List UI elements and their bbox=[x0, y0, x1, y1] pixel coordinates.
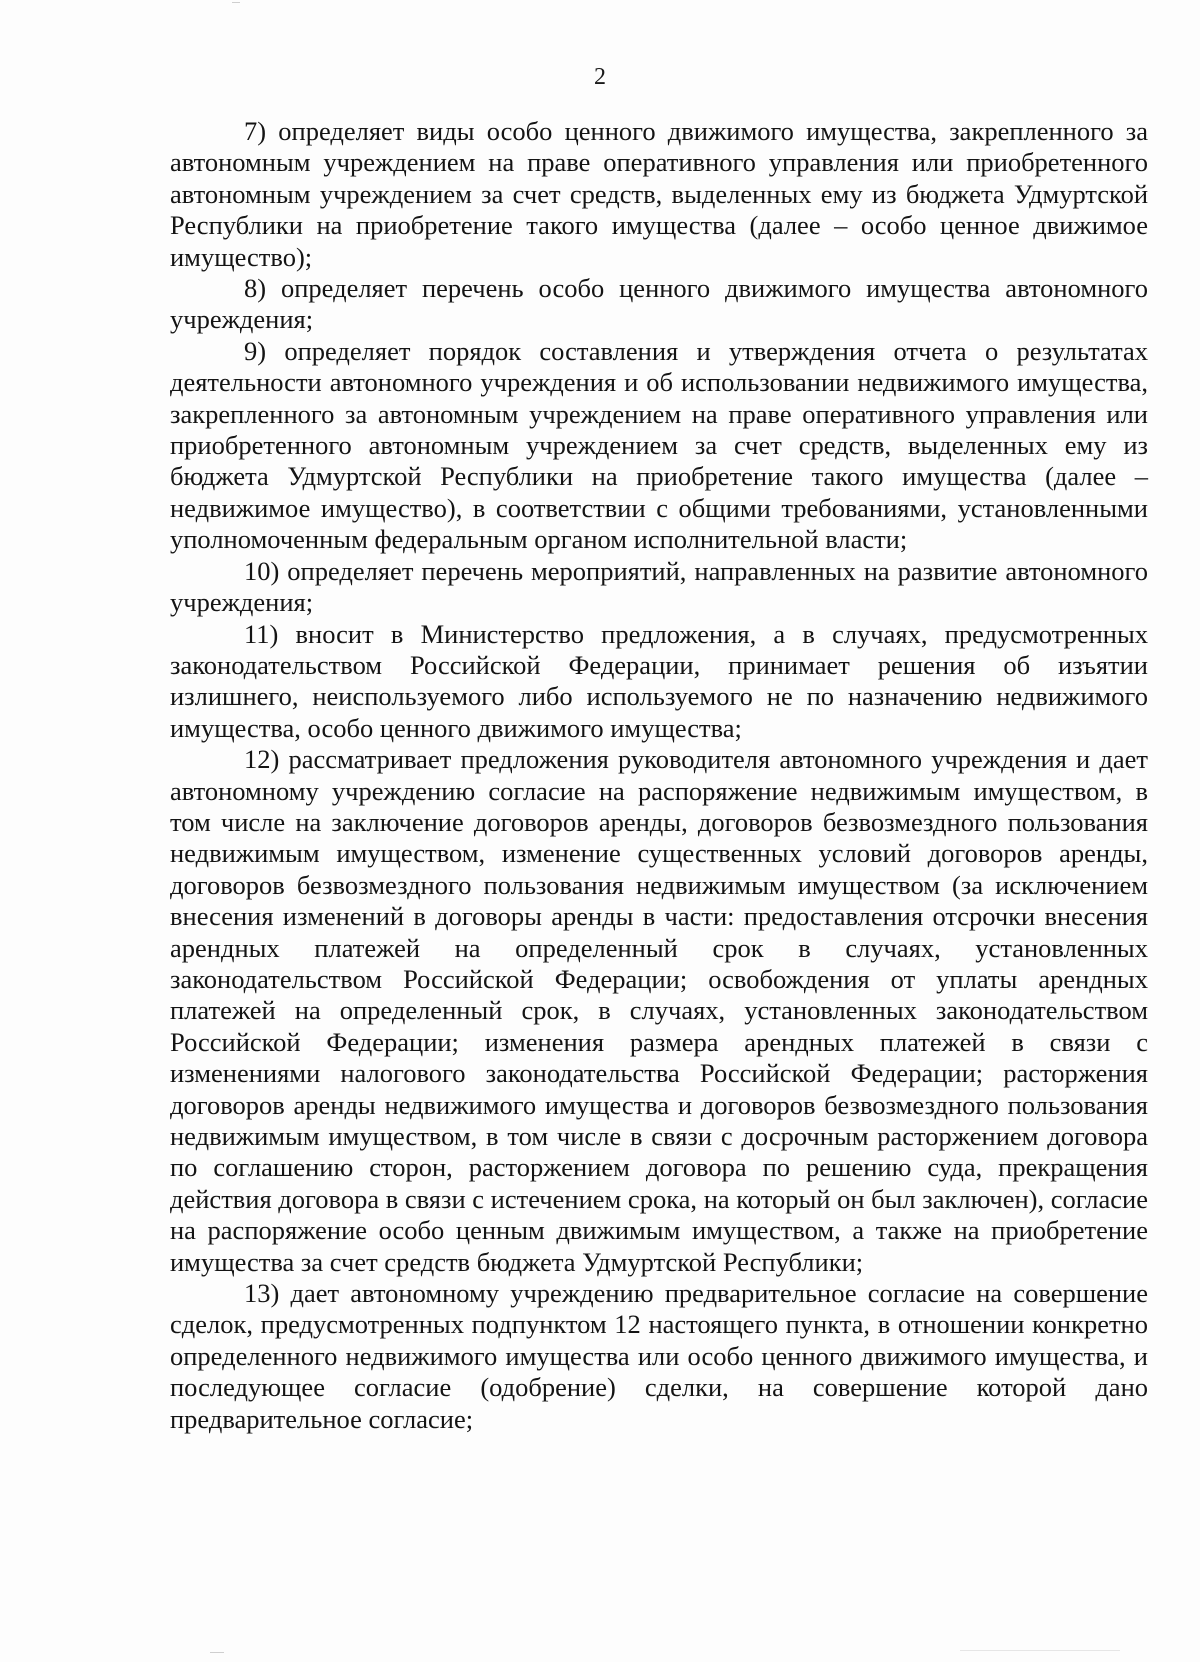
list-item-10: 10) определяет перечень мероприятий, направленных на развитие автономного учреждения; bbox=[170, 555, 1148, 618]
list-item-8: 8) определяет перечень особо ценного движимого имущества автономного учреждения; bbox=[170, 273, 1148, 335]
list-item-11: 11) вносит в Министерство предложения, а в случаях, предусмотренных законодательством Российской Федерации, принимает решения об изъятии излишнего, неиспользуемого либо используемого не по назначению недвижимого имущества, особо ценного движимого имущества; bbox=[170, 618, 1148, 743]
document-body bbox=[170, 116, 1148, 1435]
scan-artifact-bottom-right bbox=[960, 1650, 1120, 1651]
scan-artifact-bottom-left bbox=[210, 1652, 224, 1653]
page-number: 2 bbox=[594, 64, 606, 90]
scan-artifact-top bbox=[232, 2, 240, 3]
list-item-13: 13) дает автономному учреждению предварительное согласие на совершение сделок, предусмотренных подпунктом 12 настоящего пункта, в отношении конкретно определенного недвижимого имущества или особо ценного движимого имущества, и последующее согласие (одобрение) сделки, на совершение которой дано предварительное согласие; bbox=[170, 1278, 1148, 1434]
list-item-12: 12) рассматривает предложения руководителя автономного учреждения и дает автономному учреждению согласие на распоряжение недвижимым имуществом, в том числе на заключение договоров аренды, договоров безвозмездного пользования недвижимым имуществом, изменение существенных условий договоров аренды, договоров безвозмездного пользования недвижимым имуществом (за исключением внесения изменений в договоры аренды в части: предоставления отсрочки внесения арендных платежей на определенный срок в случаях, установленных законодательством Российской Федерации; освобождения от уплаты арендных платежей на определенный срок, в случаях, установленных законодательством Российской Федерации; изменения размера арендных платежей в связи с изменениями налогового законодательства Российской Федерации; расторжения договоров аренды недвижимого имущества и договоров безвозмездного пользования недвижимым имуществом, в том числе в связи с досрочным расторжением договора по соглашению сторон, расторжением договора по решению суда, прекращения действия договора в связи с истечением срока, на который он был заключен), согласие на распоряжение особо ценным движимым имуществом, а также на приобретение имущества за счет средств бюджета Удмуртской Республики; bbox=[170, 744, 1148, 1277]
list-item-9: 9) определяет порядок составления и утверждения отчета о результатах деятельности автономного учреждения и об использовании недвижимого имущества, закрепленного за автономным учреждением на праве оперативного управления или приобретенного автономным учреждением за счет средств, выделенных ему из бюджета Удмуртской Республики на приобретение такого имущества (далее – недвижимое имущество), в соответствии с общими требованиями, установленными уполномоченным федеральным органом исполнительной власти; bbox=[170, 335, 1148, 555]
list-item-7: 7) определяет виды особо ценного движимого имущества, закрепленного за автономным учреждением на праве оперативного управления или приобретенного автономным учреждением за счет средств, выделенных ему из бюджета Удмуртской Республики на приобретение такого имущества (далее – особо ценное движимое имущество); bbox=[170, 116, 1148, 272]
